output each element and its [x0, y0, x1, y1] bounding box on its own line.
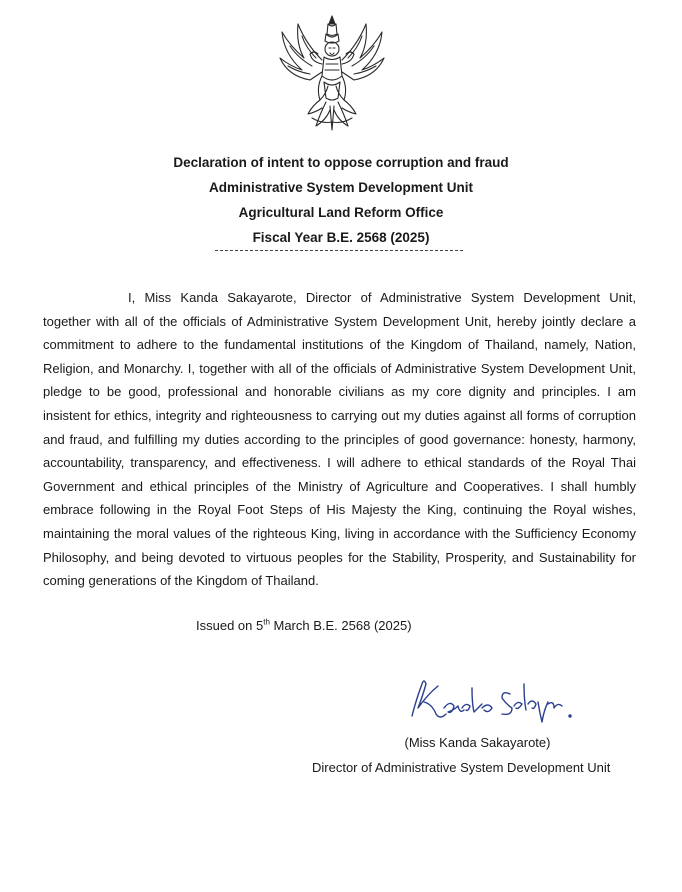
issued-ordinal: th: [263, 617, 270, 627]
office-name: Agricultural Land Reform Office: [238, 205, 444, 220]
signatory-name-row: [0, 733, 682, 753]
handwritten-signature-icon: [398, 664, 578, 728]
issued-suffix: March B.E. 2568 (2025): [269, 618, 412, 633]
title-divider: [215, 250, 463, 251]
document-title: Declaration of intent to oppose corruption and fraud: [173, 155, 509, 170]
signatory-name: (Miss Kanda Sakayarote): [404, 735, 551, 750]
title-block: [0, 150, 682, 250]
fiscal-year: Fiscal Year B.E. 2568 (2025): [252, 230, 430, 245]
issued-date: [196, 616, 412, 636]
signatory-position: Director of Administrative System Development Unit: [312, 760, 611, 775]
garuda-emblem-icon: [276, 14, 388, 132]
issued-prefix: Issued on 5: [196, 618, 264, 633]
unit-name: Administrative System Development Unit: [208, 180, 474, 195]
declaration-paragraph: I, Miss Kanda Sakayarote, Director of Administrative System Development Unit, together with all of the officials of Administrative System Development Unit, hereby jointly declare a commitment to adhere to the fundamental institutions of the Kingdom of Thailand, namely, Nation, Religion, and Monarchy. I, together with all of the officials of Administrative System Development Unit, pledge to be good, professional and honorable civilians as my core dignity and principles. I am insistent for ethics, integrity and righteousness to carrying out my duties against all forms of corruption and fraud, and fulfilling my duties according to the principles of good governance: honesty, harmony, accountability, transparency, and effectiveness. I will adhere to ethical standards of the Royal Thai Government and ethical principles of the Ministry of Agriculture and Cooperatives. I shall humbly embrace following in the Royal Foot Steps of His Majesty the King, continuing the Royal wishes, maintaining the moral values of the righteous King, living in accordance with the Sufficiency Economy Philosophy, and being devoted to virtuous peoples for the Stability, Prosperity, and Sustainability for coming generations of the Kingdom of Thailand.: [43, 290, 636, 589]
